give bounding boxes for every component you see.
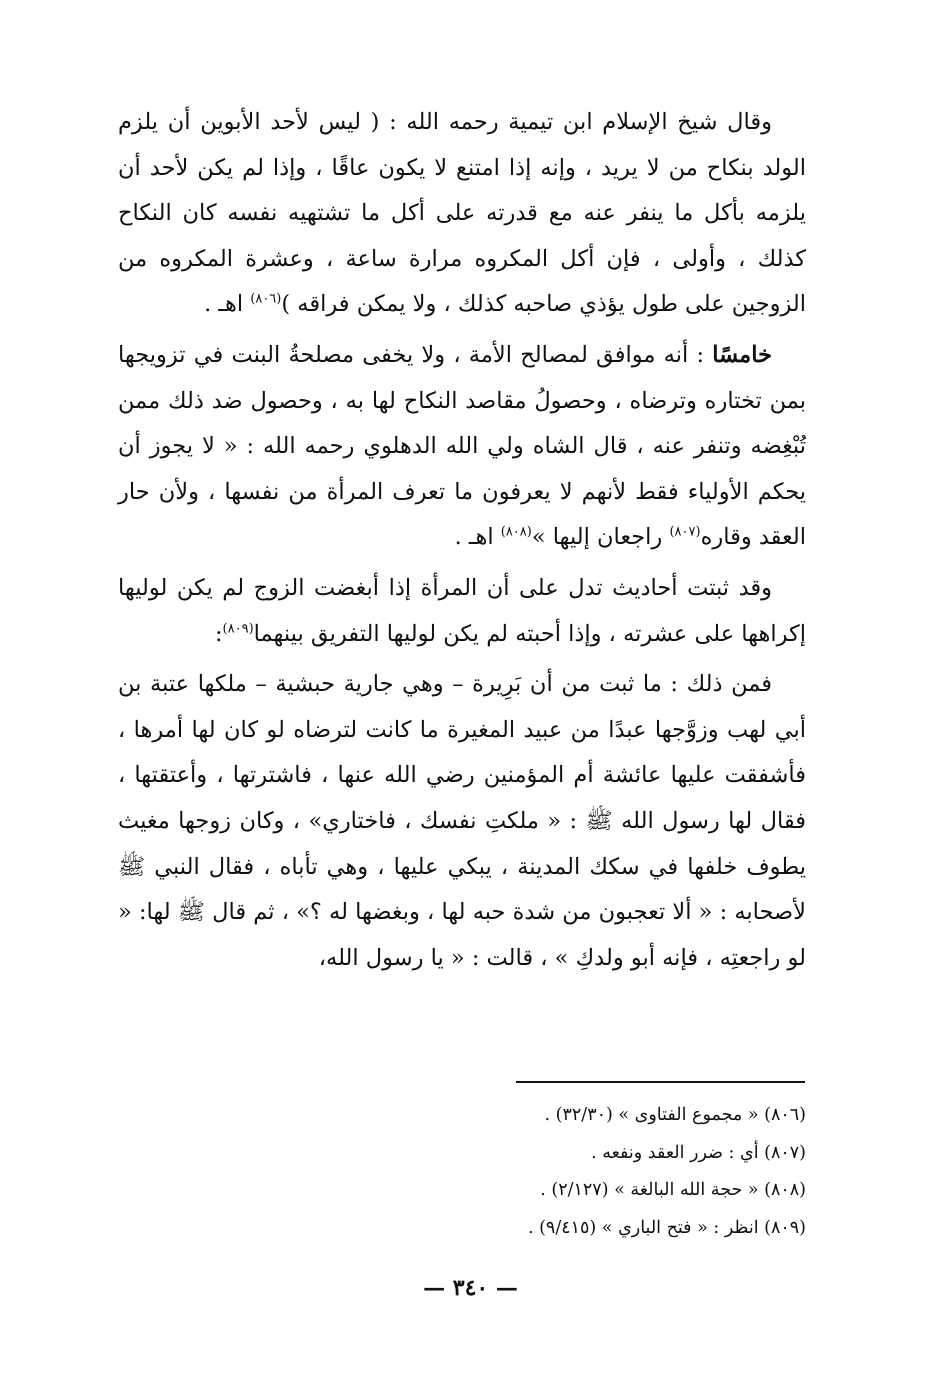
page-body: [118, 100, 806, 981]
footnote-item: (٨٠٧) أي : ضرر العقد ونفعه .: [591, 1142, 806, 1163]
paragraph-text: : أنه موافق لمصالح الأمة ، ولا يخفى مصلحةُ البنت في تزويجها بمن تختاره وترضاه ، وحصولُ مقاصد النكاح لها به ، وحصول ضد ذلك ممن تُبْغِضه وتنفر عنه ، قال الشاه ولي الله الدهلوي رحمه الله : « لا يجوز أن يحكم الأولياء فقط لأنهم لا يعرفون ما تعرف المرأة من نفسها ، ولأن حار العقد وقاره: [118, 341, 806, 551]
paragraph-ending: اهـ .: [454, 524, 501, 551]
footnote-item: (٨٠٦) « مجموع الفتاوى » (٣٢/٣٠) .: [544, 1105, 806, 1125]
paragraph-text: وقد ثبتت أحاديث تدل على أن المرأة إذا أبغضت الزوج لم يكن لوليها إكراهها على عشرته ، وإذا أحبته لم يكن لوليها التفريق بينهما: [118, 574, 806, 647]
paragraph-ending: :: [214, 620, 223, 647]
footnote-divider: [516, 1081, 805, 1083]
footnote-ref: (٨٠٨): [500, 524, 532, 540]
paragraph-fifth-point: [118, 333, 806, 561]
paragraph-barirah-story: [118, 662, 806, 981]
paragraph-text: وقال شيخ الإسلام ابن تيمية رحمه الله : ( ليس لأحد الأبوين أن يلزم الولد بنكاح من لا يريد ، وإنه إذا امتنع لا يكون عاقًا ، وإذا لم يكن لأحد أن يلزمه بأكل ما ينفر عنه مع قدرته على أكل ما تشتهيه نفسه كان النكاح كذلك ، وأولى ، فإن أكل المكروه مرارة ساعة ، وعشرة المكروه من الزوجين على طول يؤذي صاحبه كذلك ، ولا يمكن فراقه ): [118, 109, 806, 318]
paragraph-ending: اهـ .: [204, 291, 251, 318]
footnote-ref: (٨٠٩): [222, 621, 254, 637]
paragraph-ibn-taymiyyah-quote: [118, 100, 806, 328]
paragraph-text: راجعان إليها »: [531, 524, 670, 551]
footnotes: [330, 1097, 806, 1247]
paragraph-text: فمن ذلك : ما ثبت من أن بَرِيرة – وهي جارية حبشية – ملكها عتبة بن أبي لهب وزوَّجها عبدًا من عبيد المغيرة ما كانت لترضاه لو كان لها أمرها ، فأشفقت عليها عائشة أم المؤمنين رضي الله عنها ، فاشترتها ، وأعتقتها ، فقال لها رسول الله ﷺ : « ملكتِ نفسك ، فاختاري» ، وكان زوجها مغيث يطوف خلفها في سكك المدينة ، يبكي عليها ، وهي تأباه ، فقال النبي ﷺ لأصحابه : « ألا تعجبون من شدة حبه لها ، وبغضها له ؟» ، ثم قال ﷺ لها: « لو راجعتِه ، فإنه أبو ولدكِ » ، قالت : « يا رسول الله،: [118, 671, 806, 971]
paragraph-hadith-evidence: [118, 566, 806, 657]
footnote-item: (٨٠٨) « حجة الله البالغة » (٢/١٢٧) .: [540, 1180, 806, 1200]
footnote-ref: (٨٠٦): [250, 291, 282, 307]
footnote-ref: (٨٠٧): [669, 524, 701, 540]
point-heading: خامسًا: [712, 341, 772, 368]
page-number: — ٣٤٠ —: [423, 1275, 518, 1301]
footnote-item: (٨٠٩) انظر : « فتح الباري » (٩/٤١٥) .: [527, 1217, 806, 1238]
